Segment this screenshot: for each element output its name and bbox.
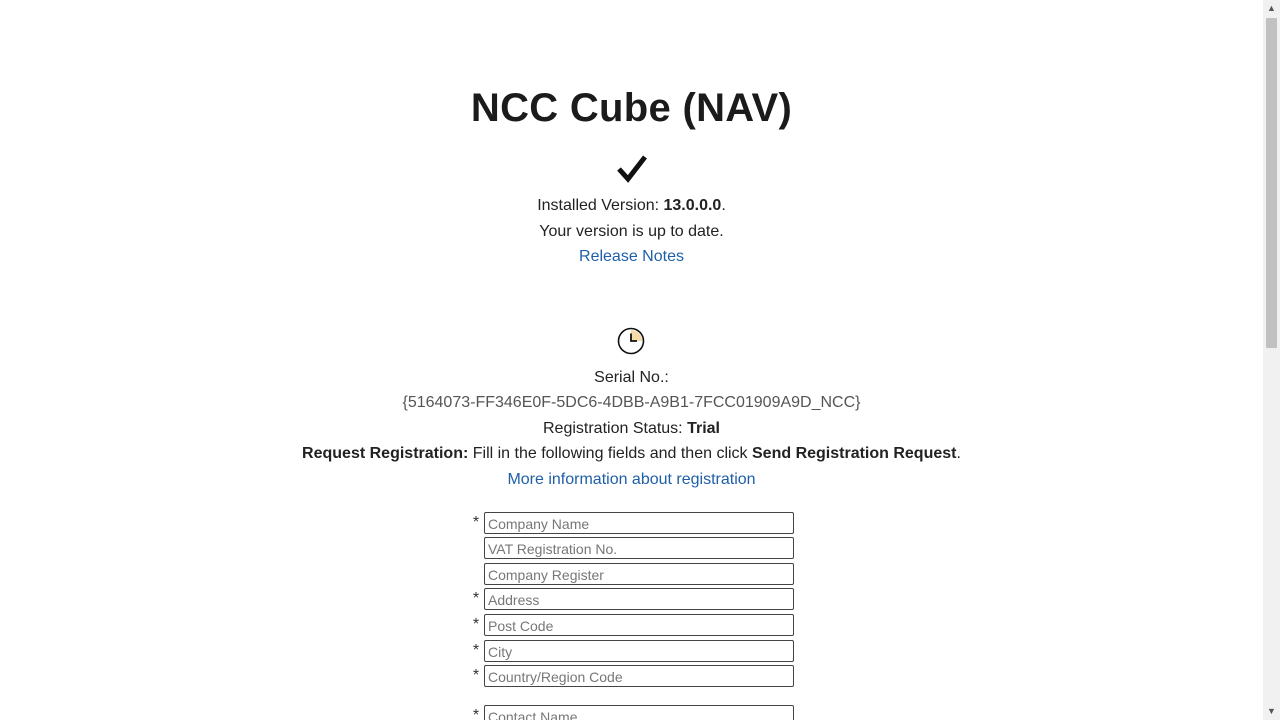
page-title: NCC Cube (NAV) — [470, 86, 793, 130]
post-code-row — [470, 614, 800, 638]
vat-number-input[interactable] — [484, 537, 794, 559]
country-code-input[interactable] — [484, 665, 794, 687]
company-name-input[interactable] — [484, 512, 794, 534]
vat-number-row — [470, 537, 800, 561]
request-registration-text — [0, 444, 1263, 464]
send-request-mention: Send Registration Request — [752, 445, 957, 462]
more-info-line — [0, 470, 1263, 490]
required-marker: * — [472, 642, 480, 659]
post-code-input[interactable] — [484, 614, 794, 636]
scroll-down-arrow-icon[interactable]: ▼ — [1267, 706, 1276, 716]
required-marker: * — [472, 616, 480, 633]
request-registration-label: Request Registration: — [302, 445, 469, 462]
registration-status-label: Registration Status: — [543, 420, 688, 437]
serial-number: {5164073-FF346E0F-5DC6-4DBB-A9B1-7FCC01909A9D_NCC} — [402, 394, 861, 411]
installed-version-suffix: . — [721, 197, 726, 214]
company-register-input[interactable] — [484, 563, 794, 585]
registration-status — [0, 419, 1263, 439]
required-marker: * — [472, 667, 480, 684]
request-registration-instructions: Fill in the following fields and then click — [468, 445, 752, 462]
more-info-link[interactable]: More information about registration — [507, 471, 756, 488]
clock-icon — [617, 327, 645, 355]
required-marker: * — [472, 590, 480, 607]
installed-version-value: 13.0.0.0 — [663, 197, 722, 214]
address-row — [470, 588, 800, 612]
registration-status-value: Trial — [687, 420, 720, 437]
required-marker: * — [472, 707, 480, 720]
company-register-row — [470, 563, 800, 587]
scroll-up-arrow-icon[interactable]: ▲ — [1267, 3, 1276, 13]
vertical-scrollbar[interactable] — [1263, 0, 1280, 720]
scrollbar-thumb[interactable] — [1266, 18, 1277, 348]
release-notes-link[interactable]: Release Notes — [579, 248, 684, 265]
city-input[interactable] — [484, 640, 794, 662]
serial-label: Serial No.: — [594, 369, 669, 386]
contact-name-row — [470, 705, 800, 720]
country-code-row — [470, 665, 800, 689]
address-input[interactable] — [484, 588, 794, 610]
version-status: Your version is up to date. — [539, 223, 724, 240]
required-marker: * — [472, 514, 480, 531]
city-row — [470, 640, 800, 664]
contact-name-input[interactable] — [484, 705, 794, 720]
installed-version-label: Installed Version: — [537, 197, 664, 214]
installed-version — [0, 196, 1263, 216]
request-registration-suffix: . — [956, 445, 961, 462]
company-name-row — [470, 512, 800, 536]
release-notes-line — [0, 247, 1263, 267]
checkmark-icon — [616, 154, 648, 184]
